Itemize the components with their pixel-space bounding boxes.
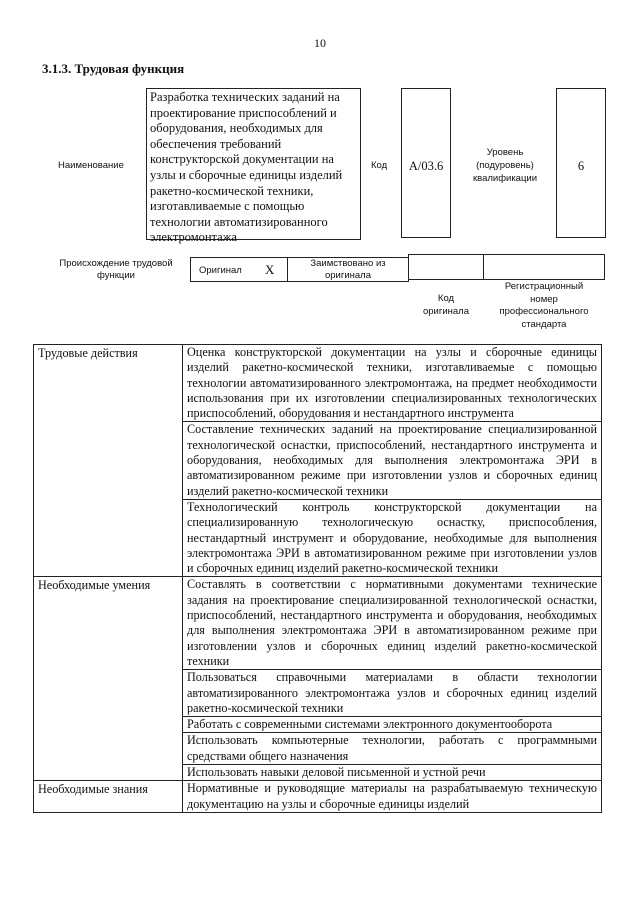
- section-label: Необходимые умения: [34, 577, 183, 781]
- table-cell: Составление технических заданий на проектирование специализированной технологической оснастки, приспособлений, нестандартного инструмента и оборудования, необходимых для выполнения электромонтажа ЭРИ в автоматизированном режиме при изготовлении узлов и сборочных единиц изделий ракетно-космической техники: [183, 422, 602, 499]
- table-cell: Работать с современными системами электронного документооборота: [183, 717, 602, 733]
- original-mark: X: [265, 262, 275, 277]
- borrowed-label: Заимствовано из оригинала: [310, 258, 386, 281]
- code-value: A/03.6: [408, 159, 444, 173]
- table-row: [34, 577, 602, 670]
- name-label: Наименование: [58, 160, 124, 171]
- function-details-table: [33, 344, 602, 813]
- original-label: Оригинал: [199, 265, 242, 276]
- reg-number-label: Регистрационный номер профессионального стандарта: [499, 281, 589, 330]
- level-label: Уровень (подуровень) квалификации: [472, 147, 538, 184]
- section-label: Необходимые знания: [34, 781, 183, 813]
- level-value-box: [556, 88, 606, 238]
- table-cell: Пользоваться справочными материалами в области технологии автоматизированного электромонтажа узлов и сборочных единиц изделий ракетно-космической техники: [183, 670, 602, 717]
- table-row: [34, 345, 602, 422]
- table-cell: Оценка конструкторской документации на узлы и сборочные единицы изделий ракетно-космической техники, изготавливаемые с помощью технологии автоматизированного электромонтажа, на предмет необходимости использования при их изготовлении специализированных технологических приспособлений, оборудования и нестандартного инструмента: [183, 345, 602, 422]
- function-name-box: Разработка технических заданий на проектирование приспособлений и оборудования, необходимых для обеспечения требований конструкторской документации на узлы и сборочные единицы изделий ракетно-космической техники, изготавливаемые с помощью технологии автоматизированного электромонтажа: [146, 88, 361, 240]
- origin-code-cell: [408, 254, 484, 280]
- section-label: Трудовые действия: [34, 345, 183, 577]
- table-cell: Использовать компьютерные технологии, работать с программными средствами общего назначения: [183, 733, 602, 765]
- code-label: Код: [371, 160, 388, 171]
- table-cell: Составлять в соответствии с нормативными документами технические задания на проектирование специализированной технологической оснастки, приспособлений, нестандартного инструмента и оборудования, необходимых для выполнения электромонтажа ЭРИ в автоматизированном режиме при изготовлении узлов и сборочных единиц изделий ракетно-космической техники: [183, 577, 602, 670]
- origin-borrowed-cell: [287, 257, 409, 282]
- origin-reg-cell: [483, 254, 605, 280]
- table-cell: Использовать навыки деловой письменной и устной речи: [183, 765, 602, 781]
- origin-label: Происхождение трудовой функции: [59, 258, 173, 281]
- table-row: [34, 781, 602, 813]
- table-cell: Технологический контроль конструкторской документации на специализированную технологическую оснастку, приспособления, нестандартный инструмент и оборудование, необходимые для выполнения электромонтажа ЭРИ в автоматизированном режиме при изготовлении узлов и сборочных единиц изделий ракетно-космической техники: [183, 499, 602, 576]
- code-original-label: Код оригинала: [422, 293, 469, 317]
- section-heading: 3.1.3. Трудовая функция: [42, 61, 185, 76]
- page-number: 10: [314, 36, 326, 50]
- code-value-box: [401, 88, 451, 238]
- origin-original-cell: [190, 257, 288, 282]
- table-cell: Нормативные и руководящие материалы на разрабатываемую техническую документацию на узлы и сборочные единицы изделий: [183, 781, 602, 813]
- level-value: 6: [577, 159, 585, 173]
